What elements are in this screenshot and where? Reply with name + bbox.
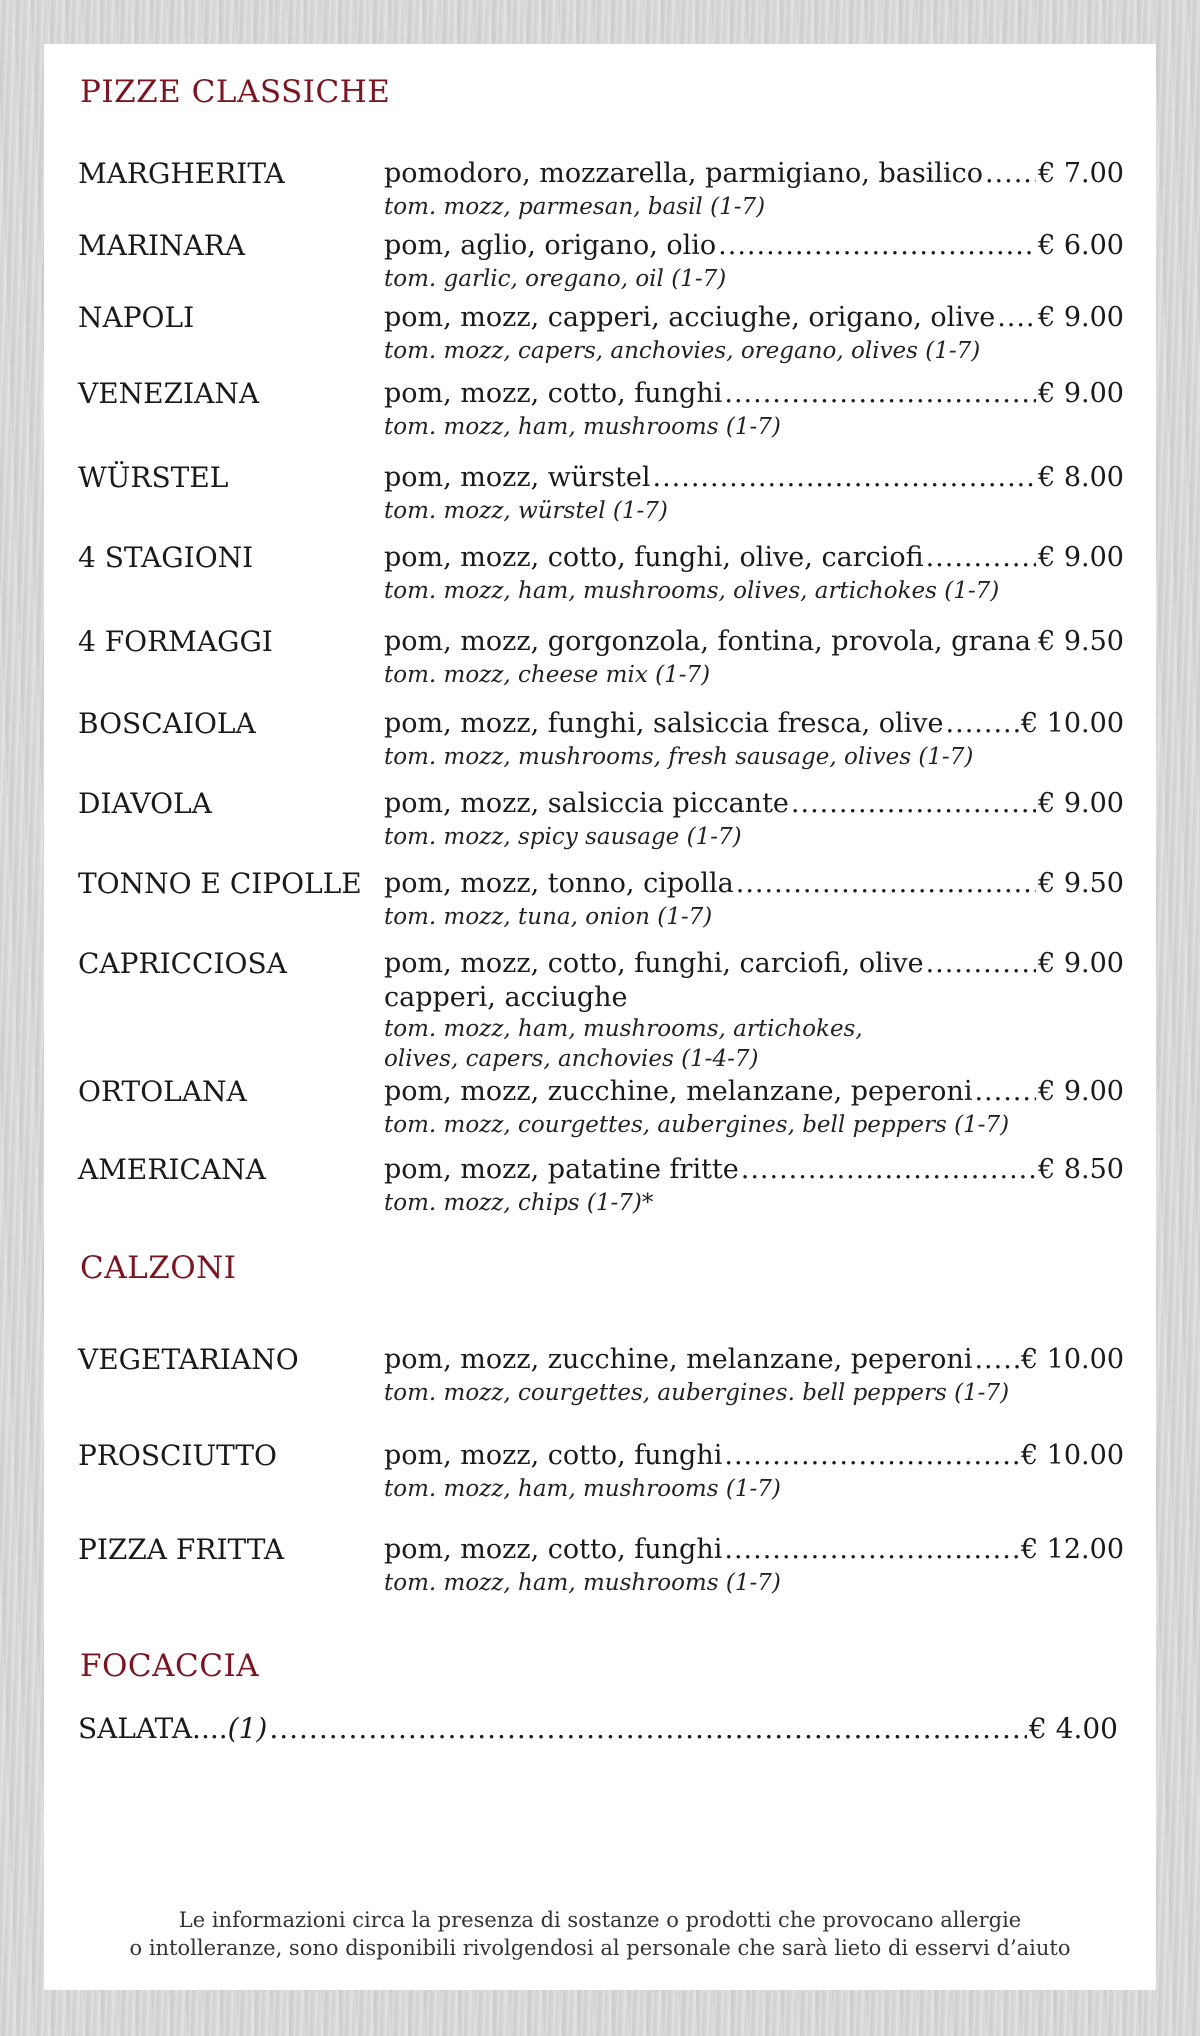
item-price: € 9.00 xyxy=(1038,542,1124,573)
item-name: 4 FORMAGGI xyxy=(78,625,273,658)
item-ingredients: pom, mozz, cotto, funghi xyxy=(384,378,723,409)
leader-dots xyxy=(736,866,1036,902)
item-english: tom. mozz, parmesan, basil (1-7) xyxy=(384,194,766,220)
leader-dots xyxy=(926,946,1037,982)
item-english: tom. mozz, spicy sausage (1-7) xyxy=(384,824,742,850)
allergen-notice-line: Le informazioni circa la presenza di sostanze o prodotti che provocano allergie xyxy=(178,1908,1022,1932)
item-english: tom. mozz, ham, mushrooms, artichokes, xyxy=(384,1016,863,1042)
item-ingredients: pom, mozz, cotto, funghi, carciofi, olive xyxy=(384,948,924,979)
item-name: AMERICANA xyxy=(78,1153,266,1186)
item-english: tom. mozz, ham, mushrooms (1-7) xyxy=(384,414,781,440)
item-name: SALATA.... xyxy=(78,1712,228,1745)
allergen-notice xyxy=(44,1906,1156,1962)
item-english: tom. garlic, oregano, oil (1-7) xyxy=(384,266,727,292)
leader-dots xyxy=(724,376,1036,412)
item-price: € 9.00 xyxy=(1038,302,1124,333)
leader-dots xyxy=(724,1532,1019,1568)
item-name: PROSCIUTTO xyxy=(78,1439,277,1472)
item-price: € 10.00 xyxy=(1020,708,1124,739)
item-name: TONNO E CIPOLLE xyxy=(78,867,362,900)
item-english: tom. mozz, chips (1-7)* xyxy=(384,1190,654,1216)
item-name: PIZZA FRITTA xyxy=(78,1533,285,1566)
item-name: CAPRICCIOSA xyxy=(78,947,287,980)
item-price: € 10.00 xyxy=(1020,1440,1124,1471)
section-title-pizze-classiche: PIZZE CLASSICHE xyxy=(80,74,391,110)
item-english: tom. mozz, courgettes, aubergines, bell peppers (1-7) xyxy=(384,1112,1010,1138)
item-name: ORTOLANA xyxy=(78,1075,247,1108)
item-price: € 9.00 xyxy=(1038,378,1124,409)
leader-dots xyxy=(946,706,1019,742)
item-ingredients: pomodoro, mozzarella, parmigiano, basilico xyxy=(384,158,983,189)
leader-dots xyxy=(724,1438,1019,1474)
item-english: tom. mozz, würstel (1-7) xyxy=(384,498,668,524)
item-ingredients: pom, aglio, origano, olio xyxy=(384,230,717,261)
item-english: tom. mozz, ham, mushrooms, olives, artichokes (1-7) xyxy=(384,578,1000,604)
item-english-continued: olives, capers, anchovies (1-4-7) xyxy=(384,1046,759,1072)
item-name: VEGETARIANO xyxy=(78,1343,299,1376)
item-name: DIAVOLA xyxy=(78,787,212,820)
item-name: MARGHERITA xyxy=(78,157,285,190)
section-title-focaccia: FOCACCIA xyxy=(80,1648,260,1684)
item-ingredients-continued: capperi, acciughe xyxy=(384,982,628,1013)
item-name: NAPOLI xyxy=(78,301,195,334)
leader-dots xyxy=(741,1152,1036,1188)
item-allergen: (1) xyxy=(227,1712,268,1745)
item-ingredients: pom, mozz, gorgonzola, fontina, provola, grana xyxy=(384,626,1031,657)
section-title-calzoni: CALZONI xyxy=(80,1250,237,1286)
item-price: € 8.00 xyxy=(1038,462,1124,493)
item-price: € 9.00 xyxy=(1038,948,1124,979)
item-ingredients: pom, mozz, salsiccia piccante xyxy=(384,788,789,819)
item-ingredients: pom, mozz, zucchine, melanzane, peperoni xyxy=(384,1344,973,1375)
leader-dots xyxy=(974,1342,1018,1378)
item-name: WÜRSTEL xyxy=(78,461,229,494)
item-price: € 8.50 xyxy=(1038,1154,1124,1185)
item-price: € 9.50 xyxy=(1038,626,1124,657)
leader-dots xyxy=(791,786,1036,822)
leader-dots xyxy=(653,460,1037,496)
item-ingredients: pom, mozz, cotto, funghi xyxy=(384,1534,723,1565)
item-ingredients: pom, mozz, zucchine, melanzane, peperoni xyxy=(384,1076,973,1107)
item-price: € 6.00 xyxy=(1038,230,1124,261)
allergen-notice-line: o intolleranze, sono disponibili rivolgendosi al personale che sarà lieto di esservi d’aiuto xyxy=(129,1936,1071,1960)
item-ingredients: pom, mozz, tonno, cipolla xyxy=(384,868,734,899)
item-price: € 12.00 xyxy=(1020,1534,1124,1565)
menu-page xyxy=(44,44,1156,1990)
leader-dots xyxy=(718,228,1036,264)
item-ingredients: pom, mozz, capperi, acciughe, origano, olive xyxy=(384,302,996,333)
item-english: tom. mozz, capers, anchovies, oregano, olives (1-7) xyxy=(384,338,981,364)
item-ingredients: pom, mozz, würstel xyxy=(384,462,651,493)
leader-dots xyxy=(1033,624,1036,660)
item-name: MARINARA xyxy=(78,229,246,262)
item-english: tom. mozz, mushrooms, fresh sausage, olives (1-7) xyxy=(384,744,974,770)
item-price: € 4.00 xyxy=(1028,1712,1118,1745)
item-ingredients: pom, mozz, patatine fritte xyxy=(384,1154,739,1185)
leader-dots xyxy=(269,1712,1027,1745)
item-english: tom. mozz, tuna, onion (1-7) xyxy=(384,904,713,930)
item-english: tom. mozz, courgettes, aubergines. bell peppers (1-7) xyxy=(384,1380,1010,1406)
item-ingredients: pom, mozz, cotto, funghi, olive, carciofi xyxy=(384,542,924,573)
leader-dots xyxy=(926,540,1037,576)
item-price: € 9.00 xyxy=(1038,788,1124,819)
item-name: 4 STAGIONI xyxy=(78,541,254,574)
item-name: VENEZIANA xyxy=(78,377,260,410)
item-english: tom. mozz, ham, mushrooms (1-7) xyxy=(384,1570,781,1596)
leader-dots xyxy=(997,300,1036,336)
item-english: tom. mozz, cheese mix (1-7) xyxy=(384,662,711,688)
item-price: € 10.00 xyxy=(1020,1344,1124,1375)
item-ingredients: pom, mozz, funghi, salsiccia fresca, olive xyxy=(384,708,944,739)
item-name: BOSCAIOLA xyxy=(78,707,256,740)
item-price: € 9.50 xyxy=(1038,868,1124,899)
leader-dots xyxy=(985,156,1036,192)
leader-dots xyxy=(974,1074,1036,1110)
item-ingredients: pom, mozz, cotto, funghi xyxy=(384,1440,723,1471)
item-price: € 7.00 xyxy=(1038,158,1124,189)
item-price: € 9.00 xyxy=(1038,1076,1124,1107)
menu-item-focaccia xyxy=(78,1712,1118,1745)
item-english: tom. mozz, ham, mushrooms (1-7) xyxy=(384,1476,781,1502)
